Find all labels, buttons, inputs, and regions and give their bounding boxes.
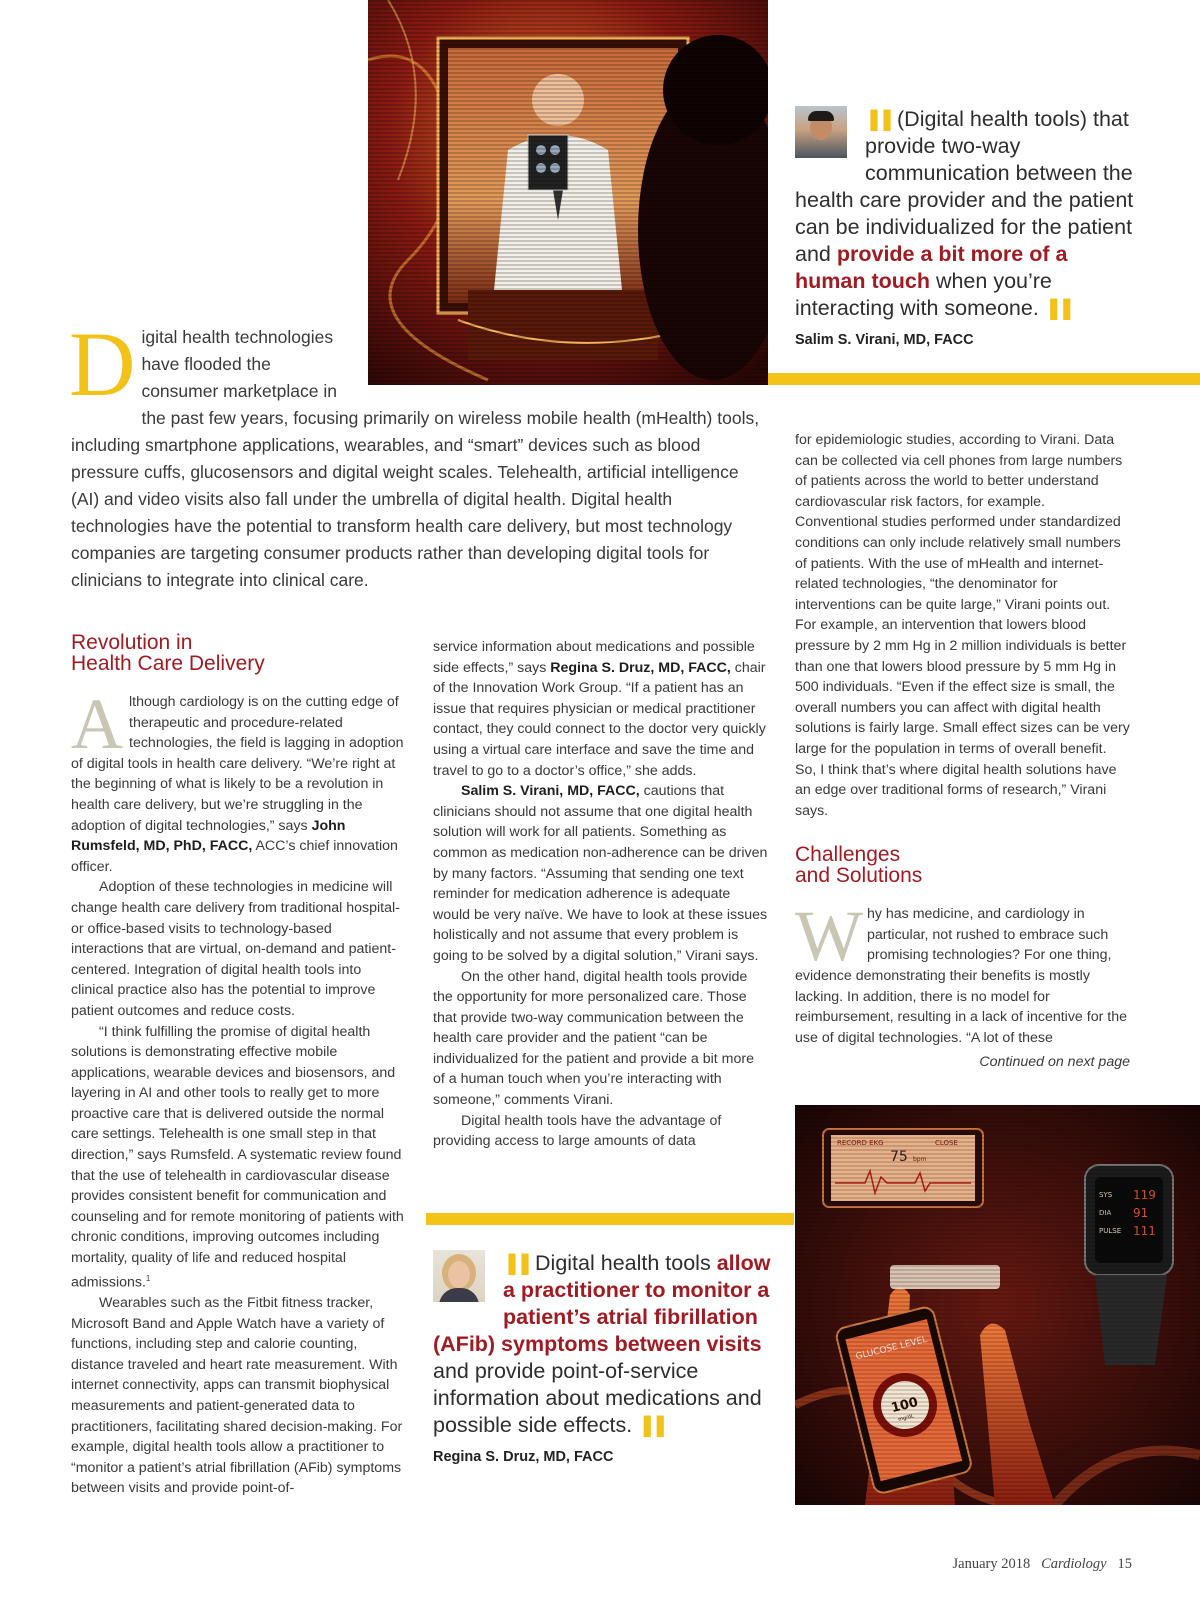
quote-text-b: when you’re interacting with someone. (795, 269, 1052, 320)
drop-cap-w: W (795, 896, 863, 977)
heading-revolution: Revolution in Health Care Delivery (71, 631, 265, 675)
column-1: Revolution in Health Care Delivery A lthough cardiology is on the cutting edge of therapeutic and procedure-related technologies, the field is lagging in adoption of digital tools in health care delivery. “We’re right at the beginning of what is likely to be a revolution in health care delivery, but we’re struggling in the adoption of digital technologies,” says John Rumsfeld, MD, PhD, FACC, ACC’s chief innovation officer. Adoption of these technologies in medicine will change health care delivery from traditional hospital- or office-based visits to technology-based interactions that are virtual, on-demand and patient-centered. Integration of digital health tools into clinical practice also has the potential to improve patient outcomes and reduce costs. “I think fulfilling the promise of digital health solutions is demonstrating effective mobile applications, wearable devices and biosensors, and layering in AI and other tools to really get to more proactive care that is delivered outside the normal care settings. Telehealth is one small step in that direction,” says Rumsfeld. A systematic review found that the use of telehealth in cardiovascular disease provides consistent benefit for communication and counseling and for remote monitoring of patients with chronic conditions, improving outcomes including mortality, quality of life and reduced hospital admissions.$^1$ Wearables such as the Fitbit fitness tracker, Microsoft Band and Apple Watch have a variety of functions, including step and calorie counting, distance traveled and heart rate measurement. With internet connectivity, apps can transmit biophysical measurements and patient-generated data to practitioners, facilitating shared decision-making. For example, digital health tools allow a practitioner to “monitor a patient’s atrial fibrillation (AFib) symptoms between visits and provide point-of- (71, 633, 406, 1499)
heading-challenges: Challenges and Solutions (795, 843, 923, 887)
footer-magazine: Cardiology (1041, 1556, 1107, 1572)
divider-bar-top (768, 373, 1200, 385)
bottom-pull-quote (433, 1250, 773, 1465)
intro-paragraph (69, 313, 771, 594)
open-quote-icon: ❚❚ (503, 1251, 530, 1275)
intro-drop-cap: D (69, 313, 136, 415)
quote-text-b: and provide point-of-service information about medications and possible side effects. (433, 1359, 762, 1437)
divider-bar-middle (426, 1213, 794, 1225)
quote-attribution: Regina S. Druz, MD, FACC (433, 1449, 614, 1465)
devices-illustration (795, 1105, 1200, 1505)
quote-attribution: Salim S. Virani, MD, FACC (795, 332, 974, 348)
page-number: 15 (1117, 1556, 1132, 1572)
footer-date: January 2018 (952, 1556, 1031, 1572)
top-pull-quote (795, 106, 1135, 348)
name-rumsfeld: John Rumsfeld, MD, PhD, FACC, (71, 817, 346, 855)
open-quote-icon: ❚❚ (865, 107, 892, 131)
close-quote-icon: ❚❚ (638, 1413, 665, 1437)
page-footer (900, 1556, 1132, 1573)
footnote-ref: 1 (145, 1273, 151, 1283)
quote-text-a: Digital health tools (535, 1251, 711, 1275)
drop-cap-a: A (71, 684, 123, 764)
intro-text: igital health technologies have flooded the consumer marketplace in the past few years, focusing primarily on wireless mobile health (mHealth) tools, including smartphone applications, wearables, and “smart” devices such as blood pressure cuffs, glucosensors and digital weight scales. Telehealth, artificial intelligence (AI) and video visits also fall under the umbrella of digital health. Digital health technologies have the potential to transform health care delivery, but most technology companies are targeting consumer products rather than developing digital tools for clinicians to integrate into clinical care. (71, 327, 760, 590)
continued-note: Continued on next page (979, 1054, 1130, 1071)
quote-highlight: provide a bit more of a human touch (795, 242, 1068, 293)
column-3: for epidemiologic studies, according to Virani. Data can be collected via cell phones from large numbers of patients across the world to better understand cardiovascular risk factors, for example. Conventional studies performed under standardized conditions can only include relatively small numbers of patients. With the use of mHealth and internet-related technologies, “the denominator for interventions can be quite large,” Virani points out. For example, an intervention that lowers blood pressure by 2 mm Hg in 2 million individuals is better than one that lowers blood pressure by 5 mm Hg in 500 individuals. “Even if the effect size is small, the overall numbers you can affect with digital health solutions is fairly large. Small effect sizes can be very large for the population in terms of overall benefit. So, I think that’s where digital health solutions have an edge over traditional forms of research,” Virani says. Challenges and Solutions W hy has medicine, and cardiology in particular, not rushed to embrace such promising technologies? For one thing, evidence demonstrating their benefits is mostly lacking. In addition, there is no model for reimbursement, resulting in a lack of incentive for the use of digital technologies. “A lot of these Continued on next page (795, 430, 1130, 1073)
close-quote-icon: ❚❚ (1044, 296, 1071, 320)
portrait-virani (795, 106, 847, 158)
name-druz: Regina S. Druz, MD, FACC, (550, 659, 731, 676)
column-2: service information about medications and possible side effects,” says Regina S. Druz, MD, FACC, chair of the Innovation Work Group. “If a patient has an issue that requires physician or medical practitioner contact, they could connect to the doctor very quickly using a virtual care interface and save the time and travel to go to a doctor’s office,” she adds. Salim S. Virani, MD, FACC, cautions that clinicians should not assume that one digital health solution will work for all patients. Something as common as medication non-adherence can be driven by many factors. “Assuming that sending one text reminder for medication adherence is adequate would be very naïve. We have to look at these issues holistically and not assume that every problem is going to be solved by a digital solution,” Virani says. On the other hand, digital health tools provide the opportunity for more personalized care. Those that provide two-way communication between the health care provider and the patient “can be individualized for the patient and provide a bit more of a human touch when you’re interacting with someone,” comments Virani. Digital health tools have the advantage of providing access to large amounts of data (433, 639, 768, 1150)
name-virani: Salim S. Virani, MD, FACC, (461, 783, 640, 800)
quote-text-a: (Digital health tools) that provide two-way communication between the health care provider and the patient can be individualized for the patient and (795, 107, 1134, 266)
portrait-druz (433, 1250, 485, 1302)
quote-highlight: allow a practitioner to monitor a patient’s atrial fibrillation (AFib) symptoms between visits (433, 1251, 771, 1356)
